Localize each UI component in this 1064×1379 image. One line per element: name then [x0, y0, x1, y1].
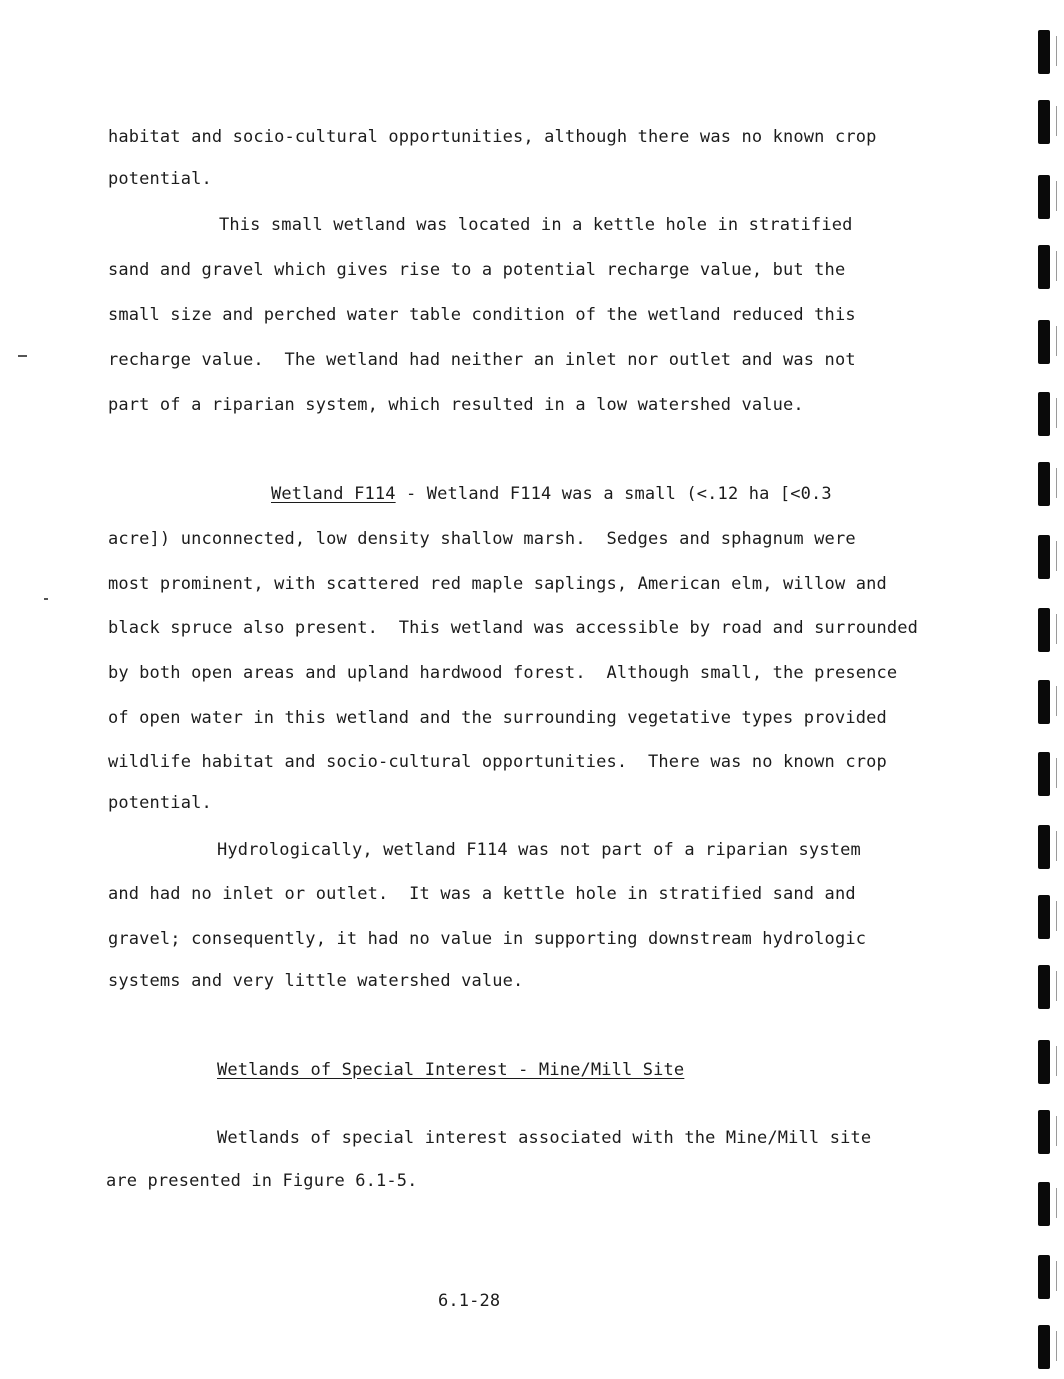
paragraph-3-line-1 — [271, 483, 832, 505]
paragraph-3-line-6: of open water in this wetland and the surrounding vegetative types provided — [108, 708, 887, 728]
punch-hole — [1038, 30, 1050, 74]
paragraph-2-line-3: small size and perched water table condition of the wetland reduced this — [108, 305, 856, 325]
punch-hole — [1038, 462, 1050, 506]
punch-hole — [1038, 535, 1050, 579]
punch-hole — [1038, 245, 1050, 289]
section-heading: Wetlands of Special Interest - Mine/Mill Site — [217, 1060, 685, 1080]
paragraph-5-line-1: Wetlands of special interest associated with the Mine/Mill site — [217, 1128, 872, 1148]
paragraph-2-line-2: sand and gravel which gives rise to a potential recharge value, but the — [108, 260, 846, 280]
scan-speck — [18, 355, 27, 357]
paragraph-4-line-3: gravel; consequently, it had no value in supporting downstream hydrologic — [108, 929, 867, 949]
punch-hole — [1038, 1255, 1050, 1299]
paragraph-2-line-5: part of a riparian system, which resulted in a low watershed value. — [108, 395, 804, 415]
paragraph-3-line-8: potential. — [108, 793, 212, 813]
punch-hole — [1038, 392, 1050, 436]
paragraph-5-line-2: are presented in Figure 6.1-5. — [106, 1171, 418, 1191]
punch-hole — [1038, 100, 1050, 144]
punch-hole — [1038, 608, 1050, 652]
scan-speck — [44, 598, 48, 600]
paragraph-3-line-4: black spruce also present. This wetland was accessible by road and surrounded — [108, 618, 919, 638]
punch-hole — [1038, 1110, 1050, 1154]
page-number: 6.1-28 — [438, 1291, 501, 1311]
paragraph-1-line-1: habitat and socio-cultural opportunities, although there was no known crop — [108, 127, 877, 147]
punch-hole — [1038, 175, 1050, 219]
paragraph-1-line-2: potential. — [108, 169, 212, 189]
punch-hole — [1038, 895, 1050, 939]
punch-hole — [1038, 825, 1050, 869]
punch-hole — [1038, 752, 1050, 796]
paragraph-3-line-2: acre]) unconnected, low density shallow marsh. Sedges and sphagnum were — [108, 529, 856, 549]
paragraph-3-line-1-text: - Wetland F114 was a small (<.12 ha [<0.3 — [395, 484, 832, 504]
punch-hole — [1038, 680, 1050, 724]
paragraph-3-line-3: most prominent, with scattered red maple saplings, American elm, willow and — [108, 574, 887, 594]
paragraph-2-line-1: This small wetland was located in a kettle hole in stratified — [219, 215, 853, 235]
paragraph-2-line-4: recharge value. The wetland had neither an inlet nor outlet and was not — [108, 350, 856, 370]
paragraph-4-line-2: and had no inlet or outlet. It was a kettle hole in stratified sand and — [108, 884, 856, 904]
paragraph-3-line-5: by both open areas and upland hardwood forest. Although small, the presence — [108, 663, 898, 683]
punch-hole — [1038, 1040, 1050, 1084]
binder-edge — [1034, 0, 1064, 1379]
wetland-f114-heading: Wetland F114 — [271, 484, 396, 504]
paragraph-3-line-7: wildlife habitat and socio-cultural opportunities. There was no known crop — [108, 752, 887, 772]
punch-hole — [1038, 320, 1050, 364]
paragraph-4-line-1: Hydrologically, wetland F114 was not part of a riparian system — [217, 840, 861, 860]
punch-hole — [1038, 1182, 1050, 1226]
punch-hole — [1038, 965, 1050, 1009]
punch-hole — [1038, 1325, 1050, 1369]
paragraph-4-line-4: systems and very little watershed value. — [108, 971, 524, 991]
